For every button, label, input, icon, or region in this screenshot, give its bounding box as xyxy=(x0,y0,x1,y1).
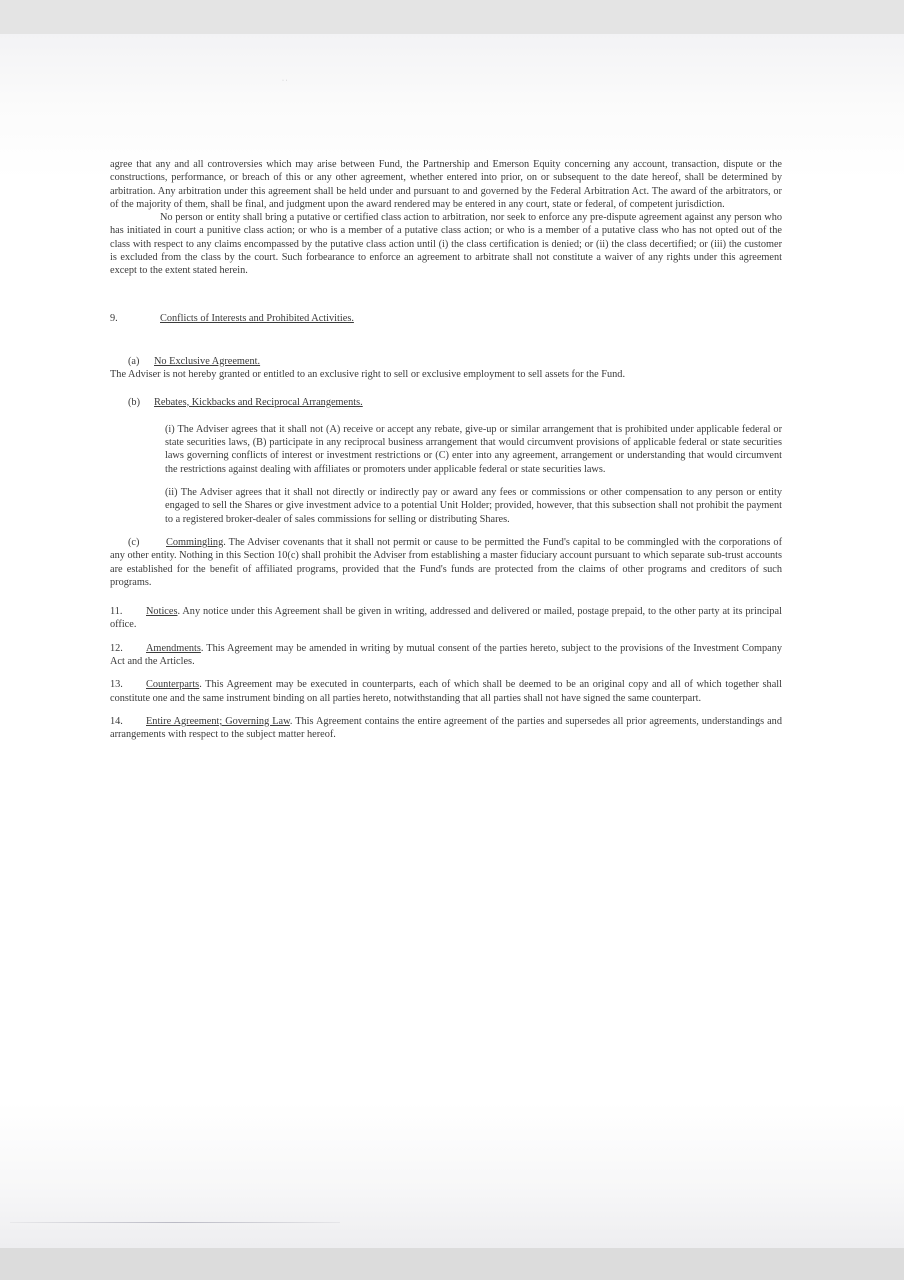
section-9-heading xyxy=(110,312,782,325)
document-body xyxy=(110,158,782,742)
section-14-paragraph xyxy=(110,715,782,742)
section-title: Notices xyxy=(146,606,178,618)
section-text: . Any notice under this Agreement shall be given in writing, addressed and delivered or mailed, postage prepaid, to the other party at its principal office. xyxy=(110,606,782,631)
page-mark: · · xyxy=(282,78,288,84)
section-text: . This Agreement may be executed in counterparts, each of which shall be deemed to be an original copy and all of which together shall constitute one and the same instrument binding on all parties hereto, notwithstanding that all parties shall not have signed the same counterpart. xyxy=(110,679,782,704)
section-11-paragraph xyxy=(110,605,782,632)
subsection-b-item-i: (i) The Adviser agrees that it shall not (A) receive or accept any rebate, give-up or similar arrangement that is prohibited under applicable federal or state securities laws, (B) participate in any reciprocal business arrangement that would circumvent provisions of applicable federal or state securities laws governing conflicts of interest or investment restrictions or (C) enter into any agreement, arrangement or understanding that would circumvent the restrictions against dealing with affiliates or promoters under applicable federal or state securities laws. xyxy=(165,423,782,475)
subsection-title: Commingling xyxy=(166,536,224,548)
subsection-title: No Exclusive Agreement. xyxy=(154,355,261,367)
scan-bottom-margin xyxy=(0,1248,904,1280)
arbitration-paragraph-1: agree that any and all controversies which may arise between Fund, the Partnership and Emerson Equity concerning any account, transaction, dispute or the constructions, performance, or breach of this or any other agreement, whether entered into prior, on or subsequent to the date hereof, shall be determined by arbitration. Any arbitration under this agreement shall be held under and pursuant to and governed by the Federal Arbitration Act. The award of the arbitrators, or of the majority of them, shall be final, and judgment upon the award rendered may be entered in any court, state or federal, of competent jurisdiction. xyxy=(110,159,782,210)
subsection-label: (c) xyxy=(128,536,140,548)
section-13-paragraph xyxy=(110,678,782,705)
subsection-title: Rebates, Kickbacks and Reciprocal Arrangements. xyxy=(154,396,363,408)
section-title: Amendments xyxy=(146,642,201,654)
subsection-a-heading xyxy=(128,355,782,368)
section-title: Counterparts xyxy=(146,679,200,691)
section-number: 13. xyxy=(110,679,123,691)
subsection-b-heading xyxy=(128,396,782,409)
scan-artifact-line xyxy=(10,1222,340,1223)
section-title: Entire Agreement; Governing Law xyxy=(146,715,290,727)
section-title: Conflicts of Interests and Prohibited Activities. xyxy=(160,312,354,324)
subsection-label: (a) xyxy=(128,355,140,367)
section-number: 12. xyxy=(110,642,123,654)
subsection-a-text: The Adviser is not hereby granted or entitled to an exclusive right to sell or exclusive employment to sell assets for the Fund. xyxy=(110,369,626,381)
section-text: . This Agreement may be amended in writing by mutual consent of the parties hereto, subject to the provisions of the Investment Company Act and the Articles. xyxy=(110,642,782,668)
subsection-c-paragraph xyxy=(110,536,782,589)
section-number: 14. xyxy=(110,715,123,727)
section-number: 9. xyxy=(110,312,118,324)
scan-top-margin xyxy=(0,0,904,34)
section-12-paragraph xyxy=(110,642,782,669)
arbitration-paragraph-2: No person or entity shall bring a putative or certified class action to arbitration, nor seek to enforce any pre-dispute agreement against any person who has initiated in court a punitive class action; or who is a member of a putative class action; or who is a member of a putative class who has not opted out of the class with respect to any claims encompassed by the putative class action until (i) the class certification is denied; or (ii) the class decertified; or (iii) the customer is excluded from the class by the court. Such forbearance to enforce an agreement to arbitrate shall not constitute a waiver of any rights under this agreement except to the extent stated herein. xyxy=(110,212,782,277)
section-number: 11. xyxy=(110,606,123,618)
subsection-label: (b) xyxy=(128,396,141,408)
subsection-b-item-ii: (ii) The Adviser agrees that it shall not directly or indirectly pay or award any fees or commissions or other compensation to any person or entity engaged to sell the Shares or give investment advice to a potential Unit Holder; provided, however, that this subsection shall not prohibit the payment to a registered broker-dealer of sales commissions for selling or distributing Shares. xyxy=(165,487,782,525)
section-text: . This Agreement contains the entire agreement of the parties and supersedes all prior agreements, understandings and arrangements with respect to the subject matter hereof. xyxy=(110,715,782,741)
subsection-c-text: . The Adviser covenants that it shall not permit or cause to be permitted the Fund's capital to be commingled with the corporations of any other entity. Nothing in this Section 10(c) shall prohibit the Adviser from establishing a master fiduciary account pursuant to which separate sub-trust accounts are established for the benefit of affiliated programs, provided that the Fund's funds are protected from the claims of other programs and creditors of such programs. xyxy=(110,536,782,588)
